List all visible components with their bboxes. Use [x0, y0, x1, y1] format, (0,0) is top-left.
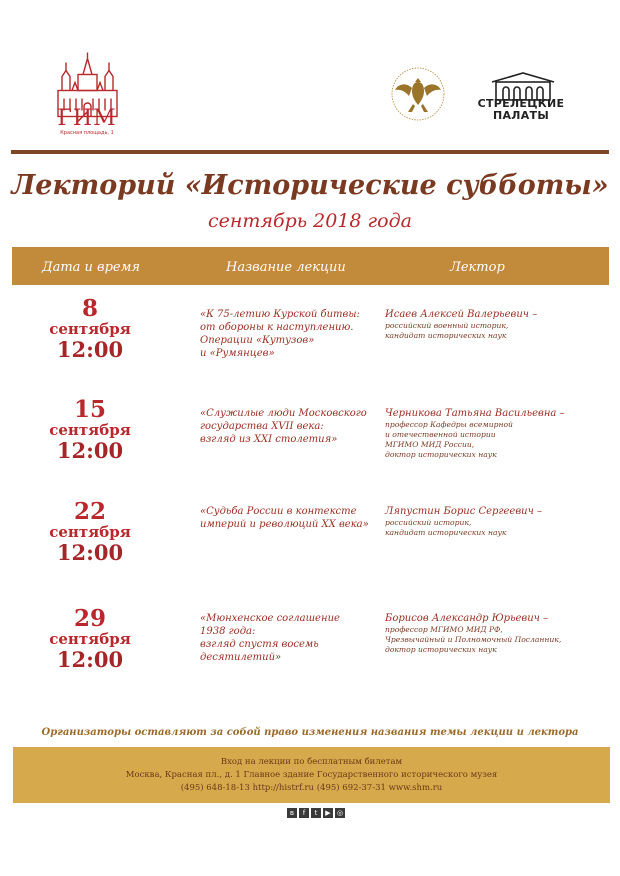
row-date: [30, 500, 150, 566]
lecturer-info: [385, 612, 600, 655]
facebook-icon[interactable]: f: [299, 808, 309, 818]
lecturer-desc-line: профессор МГИМО МИД РФ,: [385, 625, 503, 634]
row-time: 12:00: [56, 540, 124, 565]
row-month: сентября: [49, 421, 131, 439]
lecture-line: взгляд из XXI столетия»: [200, 434, 338, 445]
lecturer-name: Борисов Александр Юрьевич –: [385, 613, 549, 624]
social-icons: [287, 808, 349, 820]
row-month: сентября: [49, 630, 131, 648]
footer-contacts: (495) 648-18-13 http://histrf.ru (495) 692-37-31 www.shm.ru: [180, 783, 443, 793]
row-month: сентября: [49, 523, 131, 541]
gim-subtitle: Красная площадь, 1: [60, 130, 114, 136]
lecturer-name: Исаев Алексей Валерьевич –: [385, 309, 538, 320]
row-date: [30, 607, 150, 673]
lecturer-desc-line: кандидат исторических наук: [385, 528, 507, 537]
row-time: 12:00: [56, 337, 124, 362]
row-date: [30, 297, 150, 363]
lecturer-desc-line: Чрезвычайный и Полномочный Посланник,: [385, 635, 562, 644]
column-header-lecture: Название лекции: [226, 260, 346, 275]
lecture-title: [200, 308, 370, 360]
footer-admission: Вход на лекции по бесплатным билетам: [220, 757, 403, 767]
vk-icon[interactable]: в: [287, 808, 297, 818]
lecturer-desc-line: кандидат исторических наук: [385, 331, 507, 340]
footer-info: [13, 747, 610, 803]
row-day: 15: [73, 396, 106, 423]
youtube-icon[interactable]: ▶: [323, 808, 333, 818]
lecturer-info: [385, 407, 600, 460]
column-header-date: Дата и время: [42, 260, 141, 275]
lecturer-desc-line: российский военный историк,: [385, 321, 509, 330]
lecturer-desc-line: доктор исторических наук: [385, 450, 497, 459]
lecturer-desc-line: российский историк,: [385, 518, 472, 527]
lecture-line: и «Румянцев»: [200, 348, 275, 359]
lecture-title: [200, 505, 370, 531]
row-time: 12:00: [56, 438, 124, 463]
twitter-icon[interactable]: t: [311, 808, 321, 818]
lecture-line: 1938 года:: [200, 626, 256, 637]
table-header: [12, 247, 609, 285]
organizers-note: Организаторы оставляют за собой право изменения названия темы лекции и лектора: [41, 727, 579, 738]
lecture-line: от обороны к наступлению.: [200, 322, 354, 333]
row-time: 12:00: [56, 647, 124, 672]
lecturer-desc-line: доктор исторических наук: [385, 645, 497, 654]
lecture-line: десятилетий»: [200, 652, 282, 663]
lecture-title: [200, 612, 370, 664]
gim-name: ГИМ: [57, 106, 117, 131]
lecture-line: «Судьба России в контексте: [200, 506, 357, 517]
lecturer-name: Ляпустин Борис Сергеевич –: [385, 506, 543, 517]
lecture-line: «Мюнхенское соглашение: [200, 613, 340, 624]
lecturer-desc-line: МГИМО МИД России,: [385, 440, 475, 449]
lecturer-desc-line: профессор Кафедры всемирной: [385, 420, 513, 429]
lecture-line: «Служилые люди Московского: [200, 408, 367, 419]
eagle-emblem-icon: [384, 66, 452, 122]
instagram-icon[interactable]: ◎: [336, 809, 344, 817]
lecture-line: взгляд спустя восемь: [200, 639, 319, 650]
row-day: 22: [73, 498, 106, 525]
partner-name-line1: СТРЕЛЕЦКИЕ: [477, 97, 565, 110]
streletskie-palaty-name: [466, 98, 576, 122]
lecture-line: Операции «Кутузов»: [200, 335, 315, 346]
row-day: 29: [73, 605, 106, 632]
lecture-line: «К 75-летию Курской битвы:: [200, 309, 360, 320]
lecturer-desc-line: и отечественной истории: [385, 430, 496, 439]
row-date: [30, 398, 150, 464]
page-title: Лекторий «Исторические субботы»: [11, 170, 609, 201]
lecturer-info: [385, 505, 600, 538]
lecturer-name: Черникова Татьяна Васильевна –: [385, 408, 565, 419]
row-day: 8: [81, 295, 98, 322]
page-subtitle: сентябрь 2018 года: [208, 210, 412, 232]
partner-name-line2: ПАЛАТЫ: [492, 109, 550, 122]
column-header-lecturer: Лектор: [450, 260, 505, 275]
footer-address: Москва, Красная пл., д. 1 Главное здание Государственного исторического музея: [125, 770, 498, 780]
row-month: сентября: [49, 320, 131, 338]
lecture-title: [200, 407, 370, 446]
lecture-line: империй и революций XX века»: [200, 519, 369, 530]
lecture-line: государства XVII века:: [200, 421, 324, 432]
lecturer-info: [385, 308, 600, 341]
header-divider: [11, 150, 609, 154]
